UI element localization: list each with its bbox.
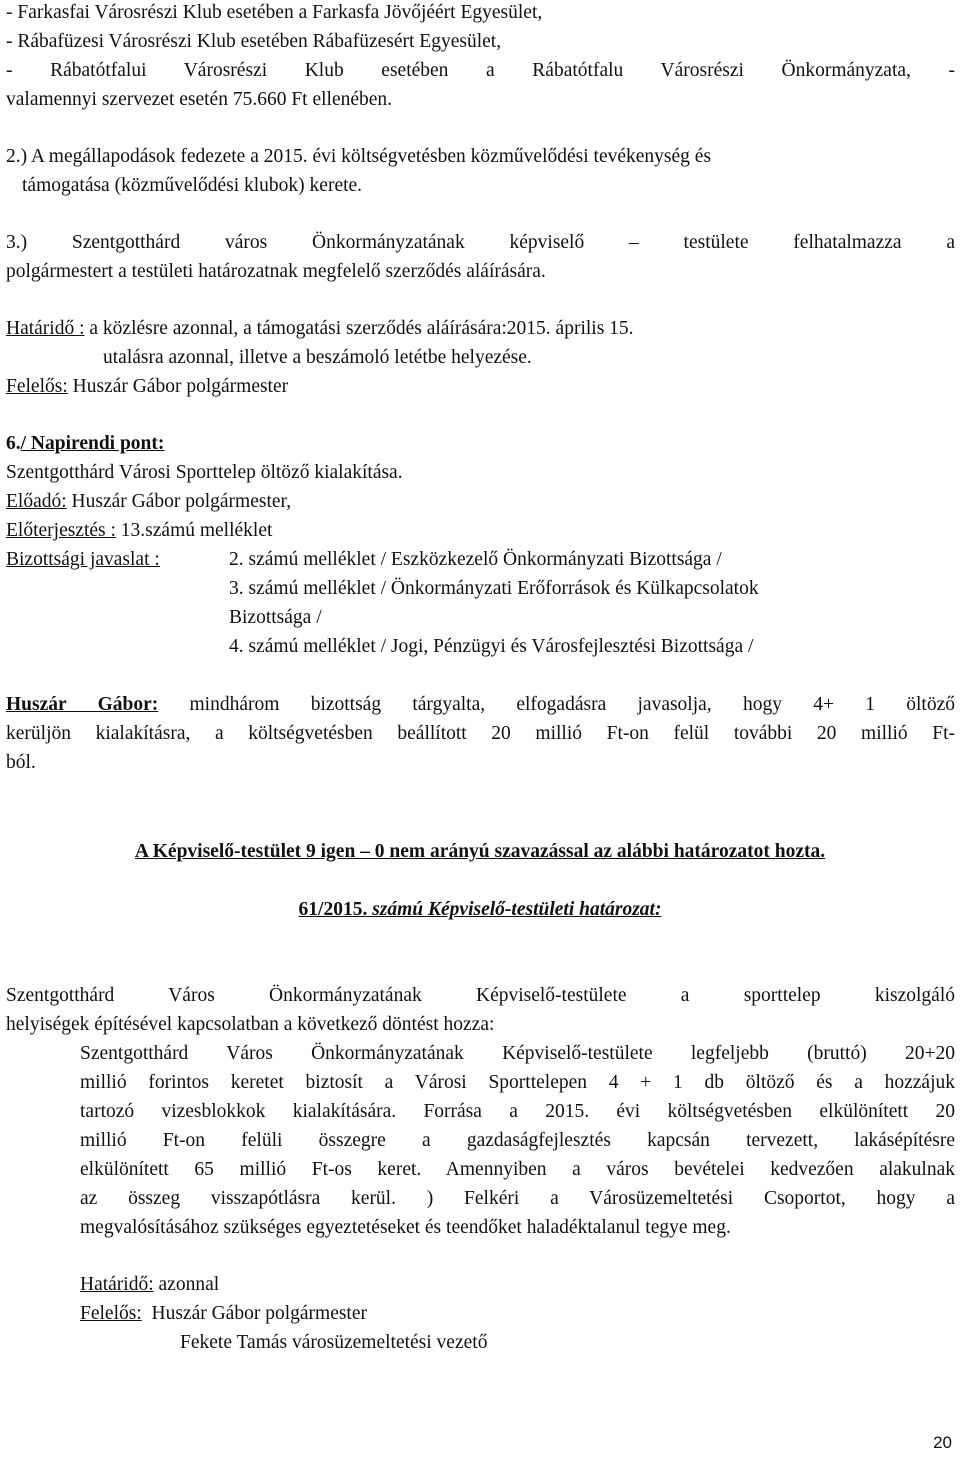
resolution-body-6: az összeg visszapótlásra kerül. ) Felkéri a Városüzemeltetési Csoportot, hogy a	[80, 1188, 955, 1209]
item-2-line-2: támogatása (közművelődési klubok) kerete.	[22, 175, 363, 196]
resolution-responsible-text: Huszár Gábor polgármester	[141, 1303, 367, 1324]
item-3-line-1: 3.) Szentgotthárd város Önkormányzatának képviselő – testülete felhatalmazza a	[6, 232, 955, 253]
committee-annex-3-cont: Bizottsága /	[229, 607, 322, 628]
speech-line-2: kerüljön kialakításra, a költségvetésben beállított 20 millió Ft-on felül további 20 millió Ft-	[6, 723, 955, 744]
line-farkasfa: - Farkasfai Városrészi Klub esetében a Farkasfa Jövőjéért Egyesület,	[6, 2, 543, 23]
presenter-label: Előadó:	[6, 491, 67, 512]
speaker-name: Huszár Gábor:	[6, 694, 159, 715]
resolution-intro-2: helyiségek építésével kapcsolatban a következő döntést hozza:	[6, 1014, 495, 1035]
vote-text: A Képviselő-testület 9 igen – 0 nem arányú szavazással az alábbi határozatot hozta.	[134, 841, 826, 862]
resolution-body-4: millió Ft-on felüli összegre a gazdaságfejlesztés kapcsán tervezett, lakásépítésre	[80, 1130, 955, 1151]
responsible-1-text: Huszár Gábor polgármester	[67, 376, 289, 397]
line-amount: valamennyi szervezet esetén 75.660 Ft ellenében.	[6, 89, 393, 110]
deadline-1	[6, 314, 634, 344]
resolution-body-5: elkülönített 65 millió Ft-os keret. Amennyiben a város bevételei kedvezően alakulnak	[80, 1159, 955, 1180]
agenda-label: / Napirendi pont:	[20, 433, 165, 454]
resolution-responsible-2: Fekete Tamás városüzemeltetési vezető	[180, 1332, 488, 1353]
resolution-responsible-label: Felelős:	[80, 1303, 142, 1324]
resolution-body-3: tartozó vizesblokkok kialakítására. Forrása a 2015. évi költségvetésben elkülönített 20	[80, 1101, 955, 1122]
line-rabatotfalu: - Rábatótfalui Városrészi Klub esetében a Rábatótfalu Városrészi Önkormányzata, -	[6, 60, 955, 81]
line-rabafuzes: - Rábafüzesi Városrészi Klub esetében Rábafüzesért Egyesület,	[6, 31, 502, 52]
resolution-body-7: megvalósításához szükséges egyeztetéseket és teendőket haladéktalanul tegye meg.	[80, 1217, 731, 1238]
agenda-heading	[6, 429, 164, 459]
resolution-deadline-label: Határidő:	[80, 1274, 154, 1295]
agenda-submission	[6, 516, 272, 546]
agenda-title: Szentgotthárd Városi Sporttelep öltöző kialakítása.	[6, 462, 403, 483]
vote-result	[0, 837, 960, 867]
deadline-1-label: Határidő :	[6, 318, 85, 339]
resolution-title-text: számú Képviselő-testületi határozat:	[367, 899, 662, 920]
deadline-1-text-2: utalásra azonnal, illetve a beszámoló letétbe helyezése.	[103, 347, 532, 368]
agenda-presenter	[6, 487, 291, 517]
resolution-deadline-text: azonnal	[153, 1274, 220, 1295]
submission-text: 13.számú melléklet	[115, 520, 273, 541]
agenda-number: 6.	[6, 433, 21, 454]
committee-label	[6, 545, 160, 575]
item-3-line-2: polgármestert a testületi határozatnak megfelelő szerződés aláírására.	[6, 261, 546, 282]
committee-label-text: Bizottsági javaslat :	[6, 549, 160, 570]
responsible-1	[6, 372, 288, 402]
presenter-name: Huszár Gábor polgármester,	[66, 491, 292, 512]
submission-label: Előterjesztés :	[6, 520, 116, 541]
committee-annex-4: 4. számú melléklet / Jogi, Pénzügyi és Városfejlesztési Bizottsága /	[229, 636, 754, 657]
resolution-deadline	[80, 1270, 219, 1300]
deadline-1-text: a közlésre azonnal, a támogatási szerződés aláírására:2015. április 15.	[84, 318, 634, 339]
item-2-line-1: 2.) A megállapodások fedezete a 2015. évi költségvetésben közművelődési tevékenység és	[6, 146, 712, 167]
resolution-number: 61/2015.	[298, 899, 368, 920]
committee-annex-2: 2. számú melléklet / Eszközkezelő Önkormányzati Bizottsága /	[229, 549, 722, 570]
speech-line-3: ból.	[6, 752, 36, 773]
committee-annex-3: 3. számú melléklet / Önkormányzati Erőforrások és Külkapcsolatok	[229, 578, 759, 599]
speech-text-1: mindhárom bizottság tárgyalta, elfogadásra javasolja, hogy 4+ 1 öltöző	[158, 694, 955, 715]
resolution-body-2: millió forintos keretet biztosít a Városi Sporttelepen 4 + 1 db öltöző és a hozzájuk	[80, 1072, 955, 1093]
resolution-title	[0, 895, 960, 925]
resolution-intro-1: Szentgotthárd Város Önkormányzatának Képviselő-testülete a sporttelep kiszolgáló	[6, 985, 955, 1006]
resolution-responsible	[80, 1299, 367, 1329]
speech-line-1	[6, 690, 955, 720]
resolution-body-1: Szentgotthárd Város Önkormányzatának Képviselő-testülete legfeljebb (bruttó) 20+20	[80, 1043, 955, 1064]
responsible-1-label: Felelős:	[6, 376, 68, 397]
page-number: 20	[933, 1433, 952, 1452]
